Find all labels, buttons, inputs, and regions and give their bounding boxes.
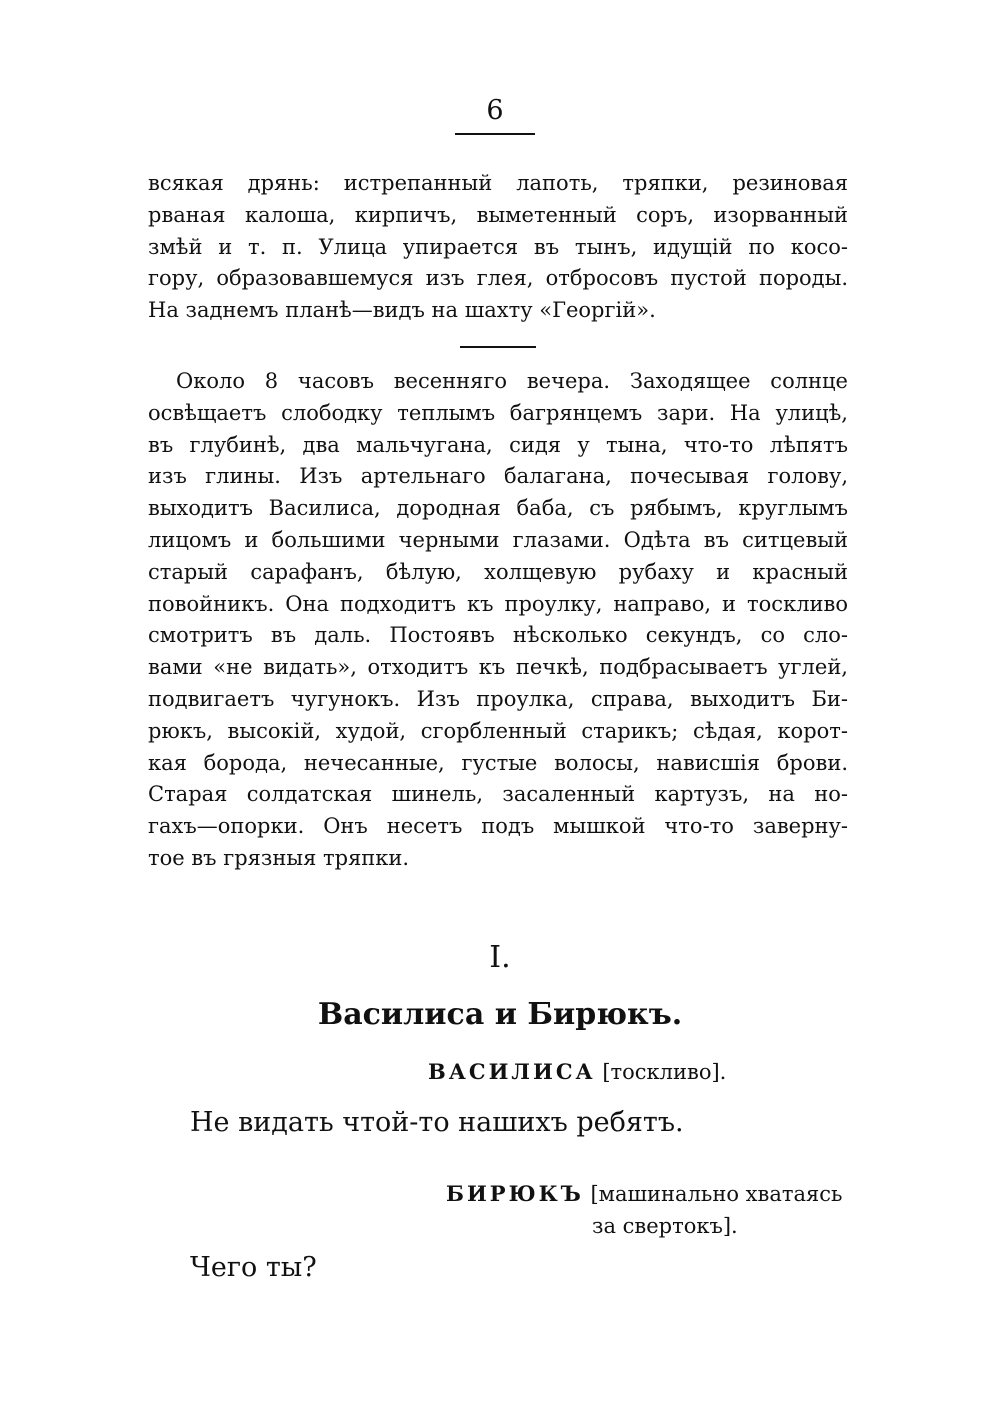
stage-direction-paragraph-2 (148, 366, 848, 875)
page-number-underline (455, 133, 535, 135)
speech-line-vasilisa: Не видать чтой-то нашихъ ребятъ. (190, 1107, 684, 1138)
stage-direction-paragraph-1 (148, 168, 848, 327)
paragraph-line: освѣщаетъ слободку теплымъ багрянцемъ зари. На улицѣ, (148, 400, 848, 425)
paragraph-line: всякая дрянь: истрепанный лапоть, тряпки, резиновая (148, 171, 848, 195)
paragraph-line: вами «не видать», отходитъ къ печкѣ, подбрасываетъ углей, (148, 655, 848, 680)
page-number: 6 (486, 95, 504, 126)
paragraph-line: змѣй и т. п. Улица упирается въ тынъ, идущій по косо- (148, 234, 848, 259)
speaker-name: БИРЮКЪ (446, 1181, 584, 1206)
paragraph-line: въ глубинѣ, два мальчугана, сидя у тына, что-то лѣпятъ (148, 432, 848, 457)
paragraph-line: На заднемъ планѣ—видъ на шахту «Георгій». (148, 298, 656, 323)
paragraph-line: рюкъ, высокій, худой, сгорбленный старикъ; сѣдая, корот- (148, 718, 848, 743)
speaker-direction: [машинально хватаясь (590, 1182, 843, 1206)
section-separator (460, 346, 536, 348)
speaker-cue-biryuk (446, 1178, 866, 1242)
paragraph-line: выходитъ Василиса, дородная баба, съ рябымъ, круглымъ (148, 496, 848, 521)
paragraph-line: лицомъ и большими черными глазами. Одѣта въ ситцевый (148, 527, 848, 552)
paragraph-line: Около 8 часовъ весенняго вечера. Заходящее солнце (176, 369, 848, 393)
speaker-name: ВАСИЛИСА (428, 1059, 596, 1084)
paragraph-line: Старая солдатская шинель, засаленный картузъ, на но- (148, 782, 848, 807)
paragraph-line: гахъ—опорки. Онъ несетъ подъ мышкой что-то заверну- (148, 814, 848, 839)
paragraph-line: старый сарафанъ, бѣлую, холщевую рубаху и красный (148, 559, 848, 584)
section-title: Василиса и Бирюкъ. (317, 997, 683, 1032)
speaker-cue-vasilisa (428, 1056, 726, 1088)
paragraph-line: рваная калоша, кирпичъ, выметенный соръ, изорванный (148, 202, 848, 227)
paragraph-line: подвигаетъ чугунокъ. Изъ проулка, справа, выходитъ Би- (148, 686, 848, 711)
speech-line-biryuk: Чего ты? (190, 1252, 317, 1283)
section-number: I. (489, 940, 511, 975)
paragraph-line: смотритъ въ даль. Постоявъ нѣсколько секундъ, со сло- (148, 623, 848, 648)
paragraph-line: гору, образовавшемуся изъ глея, отбросовъ пустой породы. (148, 266, 848, 291)
paragraph-line: кая борода, нечесанные, густые волосы, нависшія брови. (148, 750, 848, 775)
speaker-direction: [тоскливо]. (602, 1060, 727, 1084)
paragraph-line: повойникъ. Она подходитъ къ проулку, направо, и тоскливо (148, 591, 848, 616)
paragraph-line: тое въ грязныя тряпки. (148, 845, 410, 870)
speaker-direction: за свертокъ]. (592, 1214, 738, 1238)
paragraph-line: изъ глины. Изъ артельнаго балагана, почесывая голову, (148, 464, 848, 489)
